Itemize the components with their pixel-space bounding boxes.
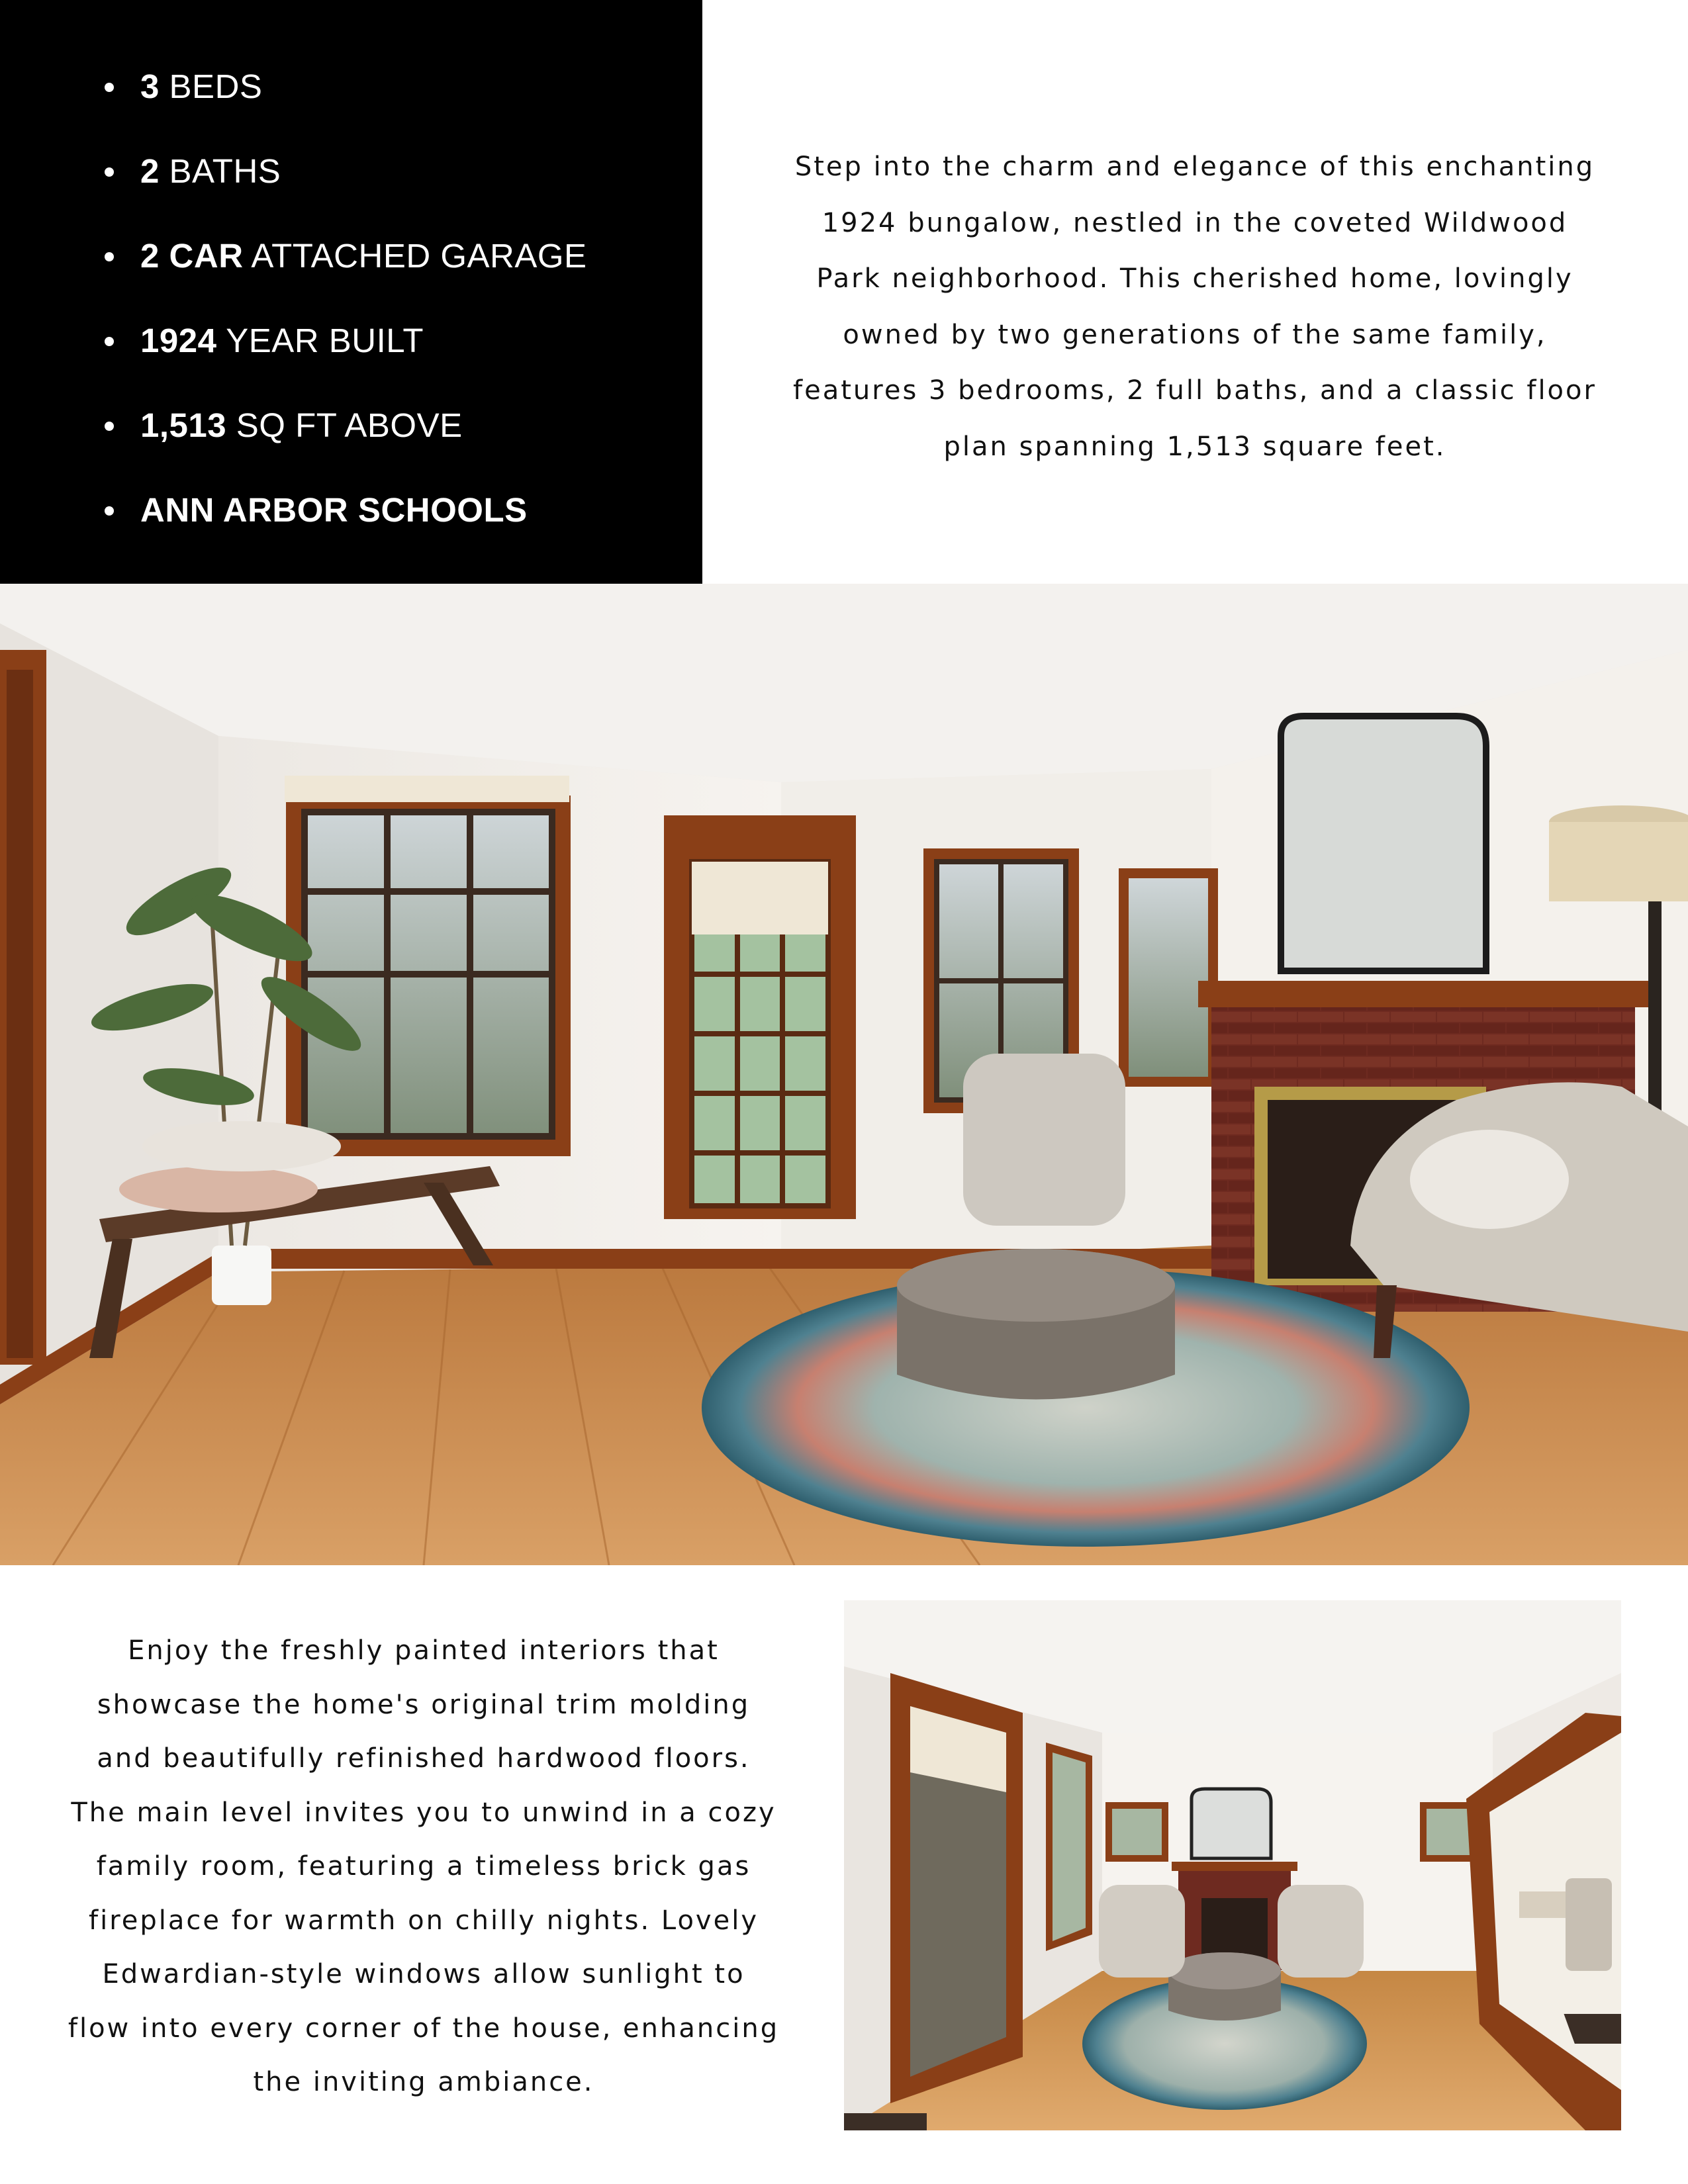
detail-paragraph [40, 1624, 808, 2110]
spec-label: BATHS [159, 152, 281, 190]
bullet-icon [105, 337, 114, 346]
detail-line: and beautifully refinished hardwood floors. [97, 1743, 751, 1774]
bullet-icon [105, 167, 114, 177]
spec-value: 1,513 [140, 406, 227, 444]
living-room-photo [0, 584, 1688, 1565]
specs-panel [0, 0, 702, 584]
spec-label: ATTACHED GARAGE [243, 237, 587, 275]
detail-line: Enjoy the freshly painted interiors that [128, 1635, 720, 1666]
spec-beds [106, 66, 587, 107]
detail-line: family room, featuring a timeless brick gas [96, 1851, 751, 1882]
family-room-illustration [844, 1600, 1621, 2130]
detail-line: the inviting ambiance. [253, 2067, 594, 2097]
spec-value: 1924 [140, 322, 217, 359]
spec-value: 3 [140, 68, 160, 105]
spec-schools [106, 490, 587, 531]
spec-label: BEDS [159, 68, 263, 105]
bullet-icon [105, 506, 114, 516]
detail-line: flow into every corner of the house, enhancing [68, 2013, 780, 2044]
spec-label: SQ FT ABOVE [226, 406, 463, 444]
spec-square-feet [106, 405, 587, 446]
spec-value: ANN ARBOR SCHOOLS [140, 491, 528, 529]
spec-label: YEAR BUILT [216, 322, 424, 359]
intro-paragraph [745, 139, 1645, 475]
spec-garage [106, 236, 587, 277]
living-room-illustration [0, 584, 1688, 1565]
spec-value: 2 CAR [140, 237, 244, 275]
specs-list [106, 66, 587, 531]
intro-line: Step into the charm and elegance of this enchanting [794, 152, 1595, 182]
family-room-photo [844, 1600, 1621, 2130]
detail-line: Edwardian-style windows allow sunlight to [102, 1959, 745, 1989]
bullet-icon [105, 422, 114, 431]
intro-line: Park neighborhood. This cherished home, lovingly [816, 263, 1573, 294]
detail-line: fireplace for warmth on chilly nights. Lovely [89, 1905, 759, 1936]
spec-baths [106, 151, 587, 192]
detail-line: The main level invites you to unwind in a cozy [71, 1797, 776, 1828]
bullet-icon [105, 252, 114, 261]
intro-line: owned by two generations of the same family, [843, 319, 1547, 350]
spec-value: 2 [140, 152, 160, 190]
spec-year-built [106, 320, 587, 361]
intro-line: plan spanning 1,513 square feet. [943, 431, 1446, 462]
detail-line: showcase the home's original trim molding [97, 1689, 751, 1720]
intro-line: 1924 bungalow, nestled in the coveted Wildwood [821, 207, 1568, 238]
intro-line: features 3 bedrooms, 2 full baths, and a classic floor [793, 375, 1597, 406]
bullet-icon [105, 83, 114, 92]
